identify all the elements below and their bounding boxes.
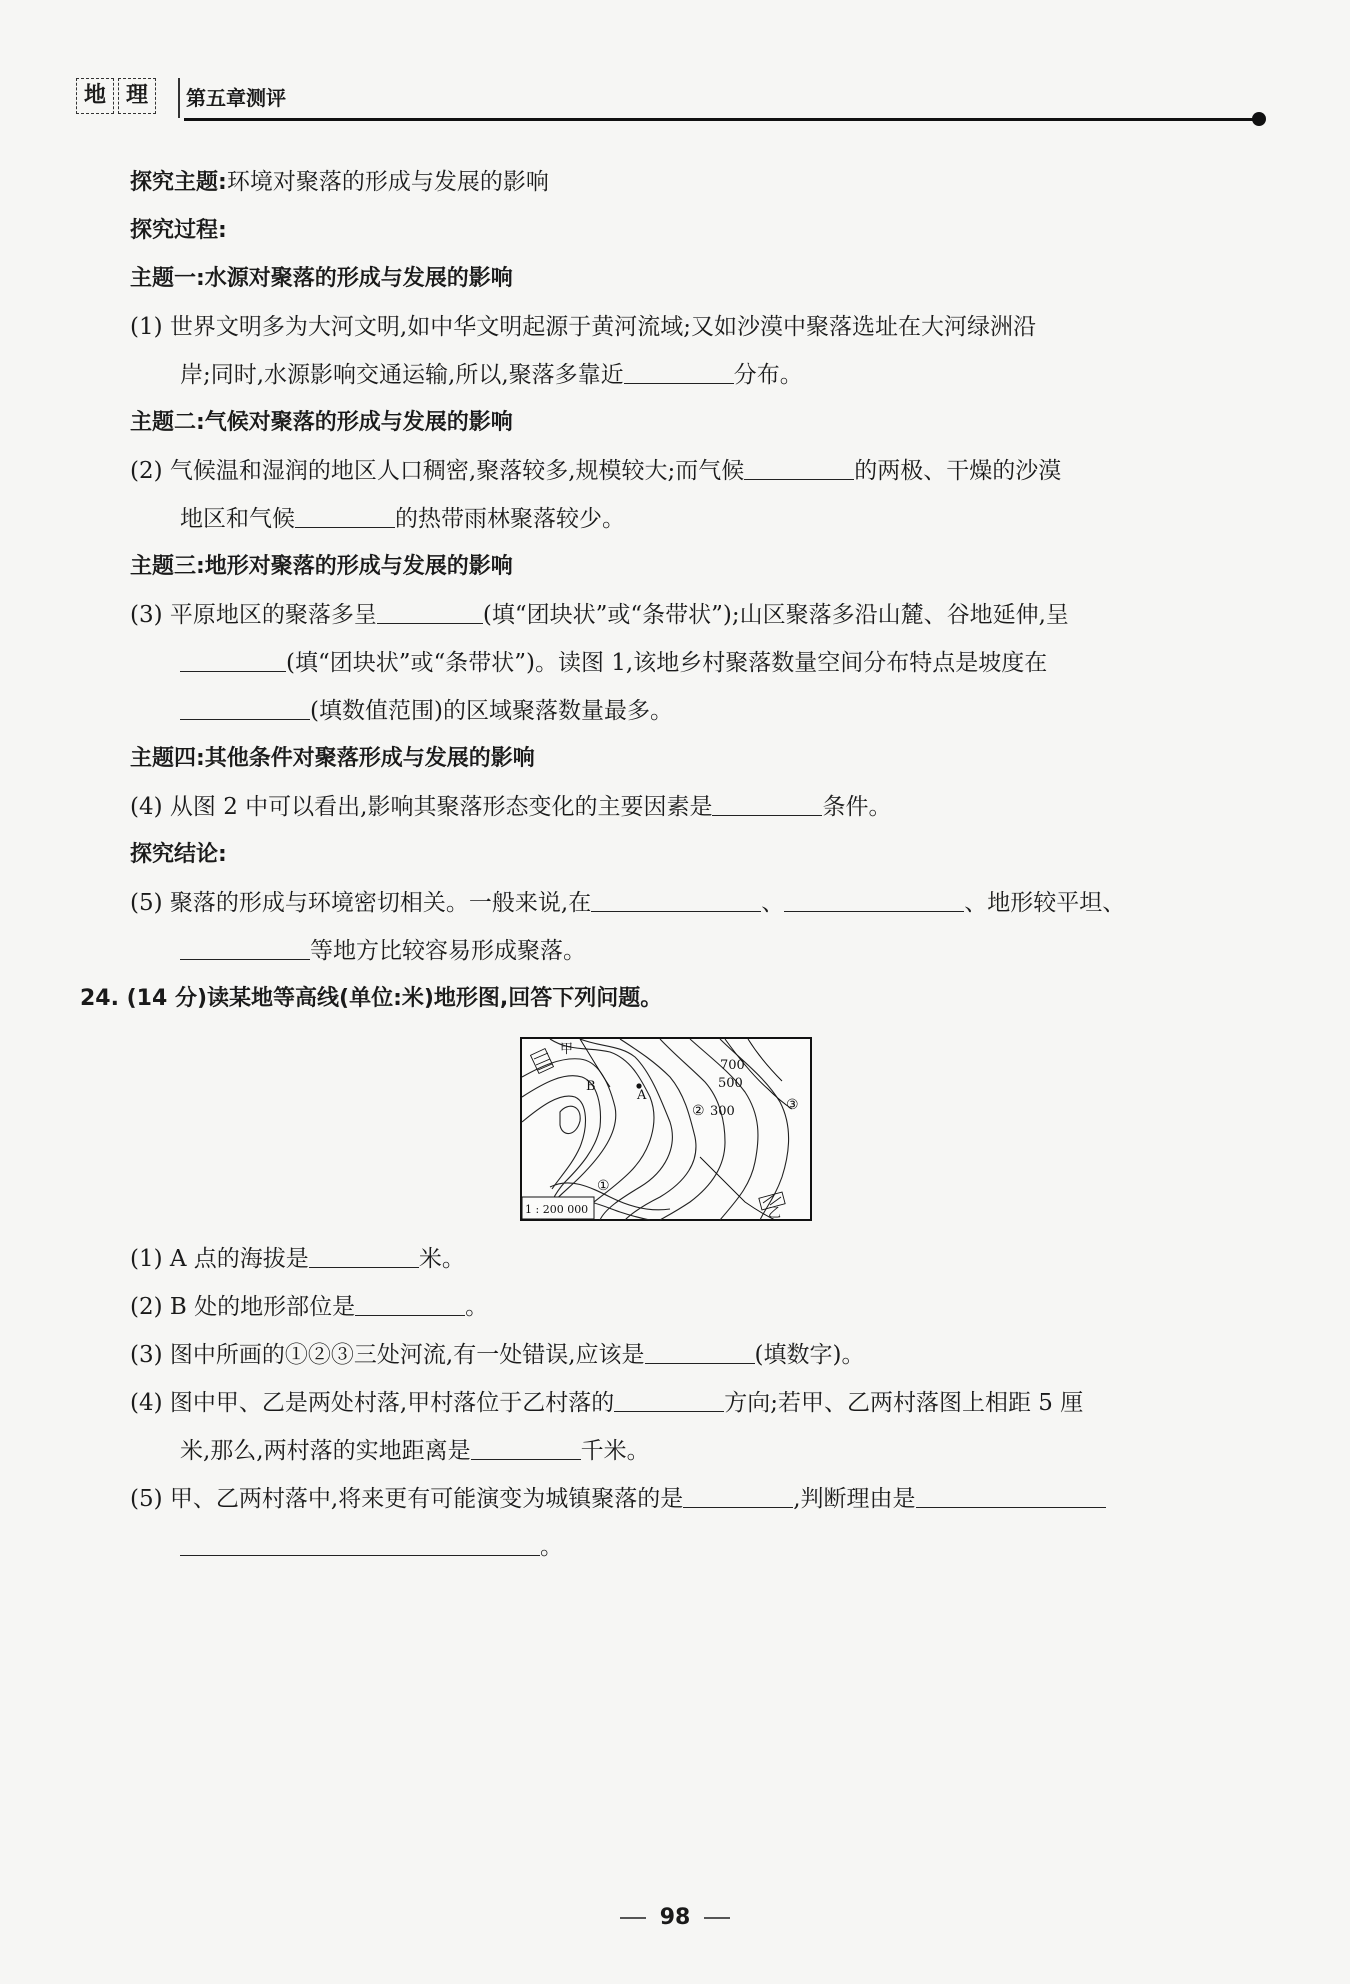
q24-sub-4-line-1 [130, 1379, 1260, 1427]
header-divider [178, 78, 180, 118]
header-rule [184, 118, 1260, 121]
q5-line-2 [130, 927, 1260, 975]
answer-blank[interactable] [784, 889, 964, 912]
q24-1-text: (1) A 点的海拔是 [130, 1246, 309, 1272]
river-label-1: ① [597, 1178, 610, 1194]
q24-5-text-end: 。 [540, 1534, 563, 1560]
q24-4-text-2-end: 千米。 [580, 1438, 650, 1464]
contour-label-700: 700 [720, 1058, 745, 1073]
label-jia: 甲 [560, 1042, 574, 1057]
q3-text: (3) 平原地区的聚落多呈 [130, 602, 377, 628]
answer-blank[interactable] [377, 601, 483, 624]
answer-blank[interactable] [645, 1341, 755, 1364]
q24-4-text: (4) 图中甲、乙是两处村落,甲村落位于乙村落的 [130, 1390, 615, 1416]
river-label-2: ② [692, 1103, 705, 1119]
q3-line-3 [130, 687, 1260, 735]
q2-text-end: 的两极、干燥的沙漠 [854, 458, 1062, 484]
answer-blank[interactable] [295, 505, 395, 528]
contour-label-300: 300 [710, 1104, 735, 1119]
header-rule-dot [1252, 112, 1266, 126]
answer-blank[interactable] [591, 889, 761, 912]
q1-text-end: 分布。 [733, 362, 803, 388]
map-scale: 1 : 200 000 [525, 1203, 589, 1216]
answer-blank[interactable] [355, 1293, 465, 1316]
q2-text-2: 地区和气候 [180, 506, 295, 532]
q4-text-end: 条件。 [822, 794, 892, 820]
answer-blank[interactable] [180, 697, 310, 720]
page-number-dash-right [704, 1917, 730, 1919]
q5-text-2: 等地方比较容易形成聚落。 [310, 938, 586, 964]
answer-blank[interactable] [180, 937, 310, 960]
answer-blank[interactable] [309, 1245, 419, 1268]
q2-text: (2) 气候温和湿润的地区人口稠密,聚落较多,规模较大;而气候 [130, 458, 745, 484]
q1-line-2 [130, 351, 1260, 399]
answer-blank[interactable] [624, 361, 734, 384]
process-label: 探究过程: [130, 218, 227, 243]
q5-text: (5) 聚落的形成与环境密切相关。一般来说,在 [130, 890, 592, 916]
q24-2-text: (2) B 处的地形部位是 [130, 1294, 356, 1320]
q24-title: 24. (14 分)读某地等高线(单位:米)地形图,回答下列问题。 [80, 986, 663, 1011]
topic-1-heading: 主题一:水源对聚落的形成与发展的影响 [130, 266, 513, 291]
answer-blank[interactable] [614, 1389, 724, 1412]
q24-3-text-end: (填数字)。 [754, 1342, 865, 1368]
q24-5-text-mid: ,判断理由是 [793, 1486, 916, 1512]
conclusion-label: 探究结论: [130, 842, 227, 867]
q24-3-text: (3) 图中所画的①②③三处河流,有一处错误,应该是 [130, 1342, 645, 1368]
answer-blank[interactable] [180, 1533, 540, 1556]
subject-label [76, 78, 156, 114]
q1-line-1: (1) 世界文明多为大河文明,如中华文明起源于黄河流域;又如沙漠中聚落选址在大河绿洲沿 [130, 314, 1036, 340]
q2-line-2 [130, 495, 1260, 543]
theme-text: 环境对聚落的形成与发展的影响 [226, 169, 549, 195]
label-a: A [637, 1088, 647, 1103]
q24-1-text-end: 米。 [418, 1246, 465, 1272]
q2-line-1 [130, 447, 1260, 495]
page-number [0, 1905, 1350, 1930]
page-number-dash-left [620, 1917, 646, 1919]
theme-label: 探究主题: [130, 170, 227, 195]
contour-label-500: 500 [718, 1076, 743, 1091]
q4-text: (4) 从图 2 中可以看出,影响其聚落形态变化的主要因素是 [130, 794, 713, 820]
topic-3-heading: 主题三:地形对聚落的形成与发展的影响 [130, 554, 513, 579]
q24-sub-4-line-2 [130, 1427, 1260, 1475]
q5-text-end: 、地形较平坦、 [964, 890, 1126, 916]
q24-4-text-end: 方向;若甲、乙两村落图上相距 5 厘 [724, 1390, 1084, 1416]
q2-text-2-end: 的热带雨林聚落较少。 [395, 506, 625, 532]
theme-line [130, 158, 1260, 207]
q3-text-2: (填“团块状”或“条带状”)。读图 1,该地乡村聚落数量空间分布特点是坡度在 [286, 650, 1048, 676]
q24-sub-1 [130, 1235, 1260, 1283]
river-label-3: ③ [786, 1097, 799, 1113]
topic-2-heading: 主题二:气候对聚落的形成与发展的影响 [130, 410, 513, 435]
q3-text-end: (填“团块状”或“条带状”);山区聚落多沿山麓、谷地延伸,呈 [482, 602, 1069, 628]
q1-text: 岸;同时,水源影响交通运输,所以,聚落多靠近 [180, 362, 624, 388]
q24-sub-5-line-1 [130, 1475, 1260, 1523]
q3-line-2 [130, 639, 1260, 687]
q3-text-3: (填数值范围)的区域聚落数量最多。 [310, 698, 673, 724]
contour-map [520, 1037, 812, 1221]
label-yi: 乙 [768, 1206, 782, 1221]
page-header [76, 78, 1266, 122]
q24-5-text: (5) 甲、乙两村落中,将来更有可能演变为城镇聚落的是 [130, 1486, 684, 1512]
q5-sep: 、 [761, 890, 785, 916]
q24-sub-3 [130, 1331, 1260, 1379]
q24-2-text-end: 。 [465, 1294, 489, 1320]
answer-blank[interactable] [471, 1437, 581, 1460]
q24-sub-2 [130, 1283, 1260, 1331]
subject-char-1: 地 [76, 78, 114, 114]
q4-line [130, 783, 1260, 831]
q3-line-1 [130, 591, 1260, 639]
answer-blank[interactable] [916, 1485, 1106, 1508]
page-content [80, 158, 1260, 1571]
q24-4-text-2: 米,那么,两村落的实地距离是 [180, 1438, 471, 1464]
answer-blank[interactable] [712, 793, 822, 816]
chapter-title: 第五章测评 [186, 86, 286, 110]
topic-4-heading: 主题四:其他条件对聚落形成与发展的影响 [130, 746, 535, 771]
answer-blank[interactable] [744, 457, 854, 480]
page-number-text: 98 [659, 1905, 691, 1930]
subject-char-2: 理 [118, 78, 156, 114]
q5-line-1 [130, 879, 1260, 927]
answer-blank[interactable] [683, 1485, 793, 1508]
answer-blank[interactable] [180, 649, 286, 672]
q24-sub-5-line-2 [130, 1523, 1260, 1571]
label-b: B [586, 1079, 596, 1094]
